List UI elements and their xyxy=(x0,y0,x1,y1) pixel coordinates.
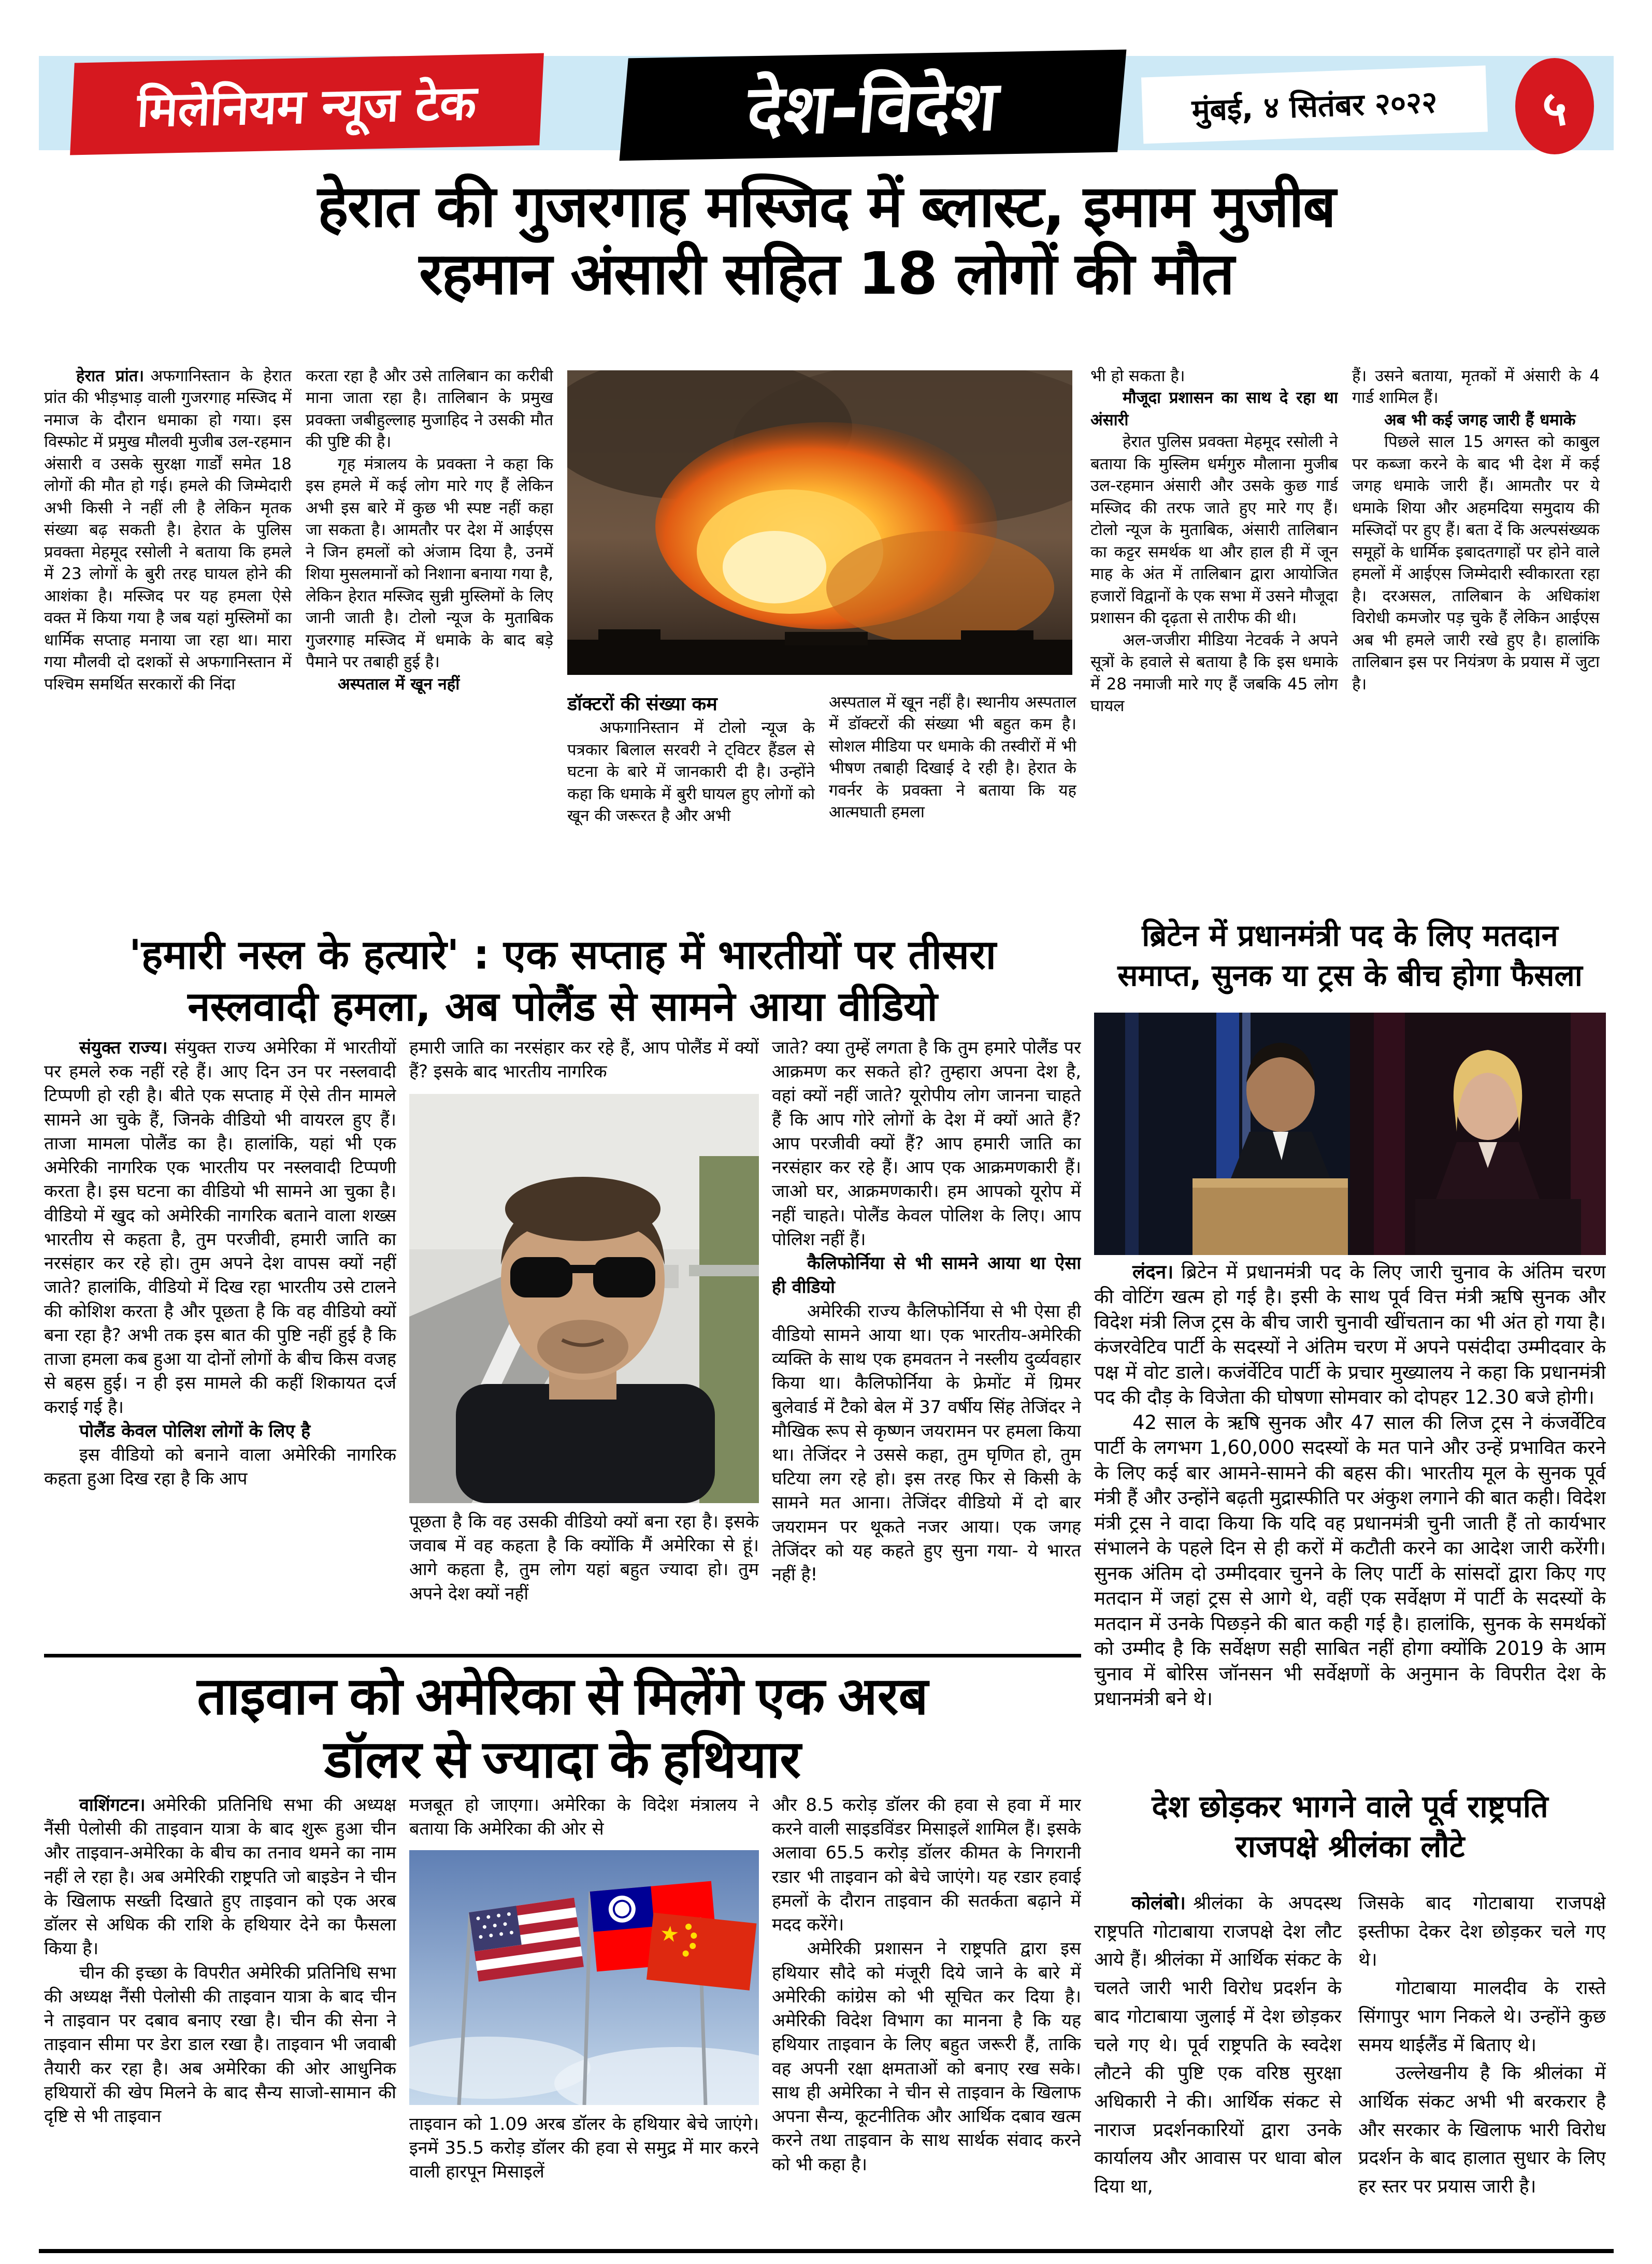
body-text: हेरात पुलिस प्रवक्ता मेहमूद रसोली ने बताया कि मुस्लिम धर्मगुरु मौलाना मुजीब उल-रहमान अंसारी और उसके कुछ गार्ड मस्जिद की तरफ जाते हुए मारे गए हैं। टोलो न्यूज के मुताबिक, अंसारी तालिबान का कट्टर समर्थक था और हाल ही में जून माह के अंत में तालिबान द्वारा आयोजित हजारों विद्वानों के एक सभा में उसने मौजूदा प्रशासन की दृढ़ता से तारीफ की थी। xyxy=(1090,432,1338,628)
body-text: हमारी जाति का नरसंहार कर रहे हैं, आप पोलैंड में क्यों हैं? इसके बाद भारतीय नागरिक xyxy=(409,1037,759,1083)
herat-headline xyxy=(44,174,1608,308)
racism-col1-para xyxy=(44,1036,396,1419)
subhead-blood: अस्पताल में खून नहीं xyxy=(338,674,460,694)
subhead-doctors: डॉक्टरों की संख्या कम xyxy=(567,694,717,715)
flags-photo xyxy=(409,1850,759,2105)
body-text: अमेरिकी प्रतिनिधि सभा की अध्यक्ष नैंसी पेलोसी की ताइवान यात्रा के बाद शुरू हुआ चीन और ताइवान-अमेरिका के बीच का तनाव थमने का नाम नहीं ले रहा है। अब अमेरिकी राष्ट्रपति जो बाइडेन ने चीन के खिलाफ सख्ती दिखाते हुए ताइवान को एक अरब डॉलर से अधिक की राशि के हथियार देने का फैसला किया है। xyxy=(44,1795,396,1959)
body-text: पिछले साल 15 अगस्त को काबुल पर कब्जा करने के बाद भी देश में कई जगह धमाके जारी हैं। आमतौर पर ये धमाके शिया और अहमदिया समुदाय की मस्जिदों पर हुए हैं। बता दें कि अल्पसंख्यक समूहों के धार्मिक इबादतगाहों पर होने वाले हमलों में आईएस जिम्मेदारी स्वीकारता रहा है। दरअसल, तालिबान के अधिकांश विरोधी कमजोर पड़ चुके हैं लेकिन आईएस अब भी हमले जारी रखे हुए है। हालांकि तालिबान इस पर नियंत्रण के प्रयास में जुटा है। xyxy=(1352,432,1600,694)
srilanka-headline xyxy=(1094,1787,1606,1866)
bottom-rule xyxy=(39,2249,1614,2253)
herat-col2 xyxy=(306,365,553,906)
body-text: और 8.5 करोड़ डॉलर की हवा से हवा में मार करने वाली साइडविंडर मिसाइलें शामिल हैं। इसके अलावा 65.5 करोड़ डॉलर कीमत के निगरानी रडार भी ताइवान को बेचे जाएंगे। यह रडार हवाई हमलों के दौरान ताइवान की सतर्कता बढ़ाने में मदद करेंगे। xyxy=(772,1795,1081,1936)
body-text: हैं। उसने बताया, मृतकों में अंसारी के 4 गार्ड शामिल हैं। xyxy=(1352,367,1600,408)
body-text: अमेरिकी प्रशासन ने राष्ट्रपति द्वारा इस हथियार सौदे को मंजूरी दिये जाने के बारे में अमेरिकी कांग्रेस को भी सूचित कर दिया है। अमेरिकी विदेश विभाग का मानना है कि यह हथियार ताइवान के लिए बहुत जरूरी हैं, ताकि वह अपनी रक्षा क्षमताओं को बनाए रख सके। साथ ही अमेरिका ने चीन से ताइवान के खिलाफ अपना सैन्य, कूटनीतिक और आर्थिक दबाव खत्म करने तथा ताइवान के साथ सार्थक संवाद करने को भी कहा है। xyxy=(772,1938,1081,2175)
date-box xyxy=(1141,65,1488,143)
explosion-photo xyxy=(567,370,1072,675)
taiwan-col1-para xyxy=(44,1793,396,1961)
body-text: गोटाबाया मालदीव के रास्ते सिंगापुर भाग निकले थे। उन्होंने कुछ समय थाईलैंड में बिताए थे। xyxy=(1358,1978,1606,2056)
section-title: देश-विदेश xyxy=(744,66,1001,151)
uk-headline xyxy=(1094,916,1606,995)
body-text: भी हो सकता है। xyxy=(1090,367,1185,385)
body-text: संयुक्त राज्य अमेरिका में भारतीयों पर हमले रुक नहीं रहे हैं। आए दिन उन पर नस्लवादी टिप्पणी हो रही है। बीते एक सप्ताह में ऐसे तीन मामले सामने आ चुके हैं, जिनके वीडियो भी वायरल हुए हैं। ताजा मामला पोलैंड का है। हालांकि, यहां भी एक अमेरिकी नागरिक एक भारतीय पर नस्लवादी टिप्पणी करता है। इस घटना का वीडियो भी सामने आ चुका है। वीडियो में खुद को अमेरिकी नागरिक बताने वाला शख्स भारतीय से कहता है, तुम परजीवी, हमारी जाति का नरसंहार कर रहे हो। तुम अपने देश वापस क्यों नहीं जाते? हालांकि, वीडियो में दिख रहा भारतीय उसे टालने की कोशिश करता है और पूछता है कि वह वीडियो क्यों बना रहा है? अभी तक इस बात की पुष्टि नहीं हुई है कि ताजा हमला कब हुआ या दोनों लोगों के बीच किस वजह से बहस हुई। न ही इस मामले की कहीं शिकायत दर्ज कराई गई है। xyxy=(44,1037,396,1418)
srilanka-headline-line1: देश छोड़कर भागने वाले पूर्व राष्ट्रपति xyxy=(1152,1789,1548,1824)
page-number-badge xyxy=(1515,58,1594,154)
dateline: कोलंबो। xyxy=(1131,1893,1186,1914)
herat-headline-line2: रहमान अंसारी सहित 18 लोगों की मौत xyxy=(419,240,1234,308)
body-text: उल्लेखनीय है कि श्रीलंका में आर्थिक संकट अभी भी बरकरार है और सरकार के खिलाफ भारी विरोध प्रदर्शन के बाद हालात सुधार के लिए हर स्तर पर प्रयास जारी है। xyxy=(1358,2063,1606,2198)
body-text: अमेरिकी राज्य कैलिफोर्निया से भी ऐसा ही वीडियो सामने आया था। एक भारतीय-अमेरिकी व्यक्ति के साथ एक हमवतन ने नस्लीय दुर्व्यवहार किया था। कैलिफोर्निया के फ्रेमोंट में ग्रिमर बुलेवार्ड में टैको बेल में 37 वर्षीय सिंह तेजिंदर ने मौखिक रूप से कृष्णन जयरामन पर हमला किया था। तेजिंदर ने उससे कहा, तुम घृणित हो, तुम घटिया लग रहे हो। इस तरह फिर से किसी के सामने मत आना। तेजिंदर वीडियो में दो बार जयरामन पर थूकते नजर आया। एक जगह तेजिंदर को यह कहते हुए सुना गया- ये भारत नहीं है! xyxy=(772,1301,1081,1585)
srilanka-colA-para xyxy=(1094,1890,1342,2201)
body-text: करता रहा है और उसे तालिबान का करीबी माना जाता रहा है। तालिबान के प्रमुख प्रवक्ता जबीहुल्लाह मुजाहिद ने उसकी मौत की पुष्टि की है। xyxy=(306,367,553,452)
herat-col4 xyxy=(829,691,1076,905)
dateline: हेरात प्रांत। xyxy=(76,367,145,385)
taiwan-col1 xyxy=(44,1793,396,2243)
uk-body xyxy=(1094,1260,1606,1778)
body-text: ताइवान को 1.09 अरब डॉलर के हथियार बेचे जाएंगे। इनमें 35.5 करोड़ डॉलर की हवा से समुद्र में मार करने वाली हारपून मिसाइलें xyxy=(409,2114,759,2183)
herat-col3 xyxy=(567,691,815,905)
uk-para2: 42 साल के ऋषि सुनक और 47 साल की लिज ट्रस ने कंजर्वेटिव पार्टी के लगभग 1,60,000 सदस्यों के मत पाने और उन्हें प्रभावित करने के लिए कई बार आमने-सामने की बहस की। भारतीय मूल के सुनक पूर्व मंत्री हैं और उन्होंने बढ़ती मुद्रास्फीति पर अंकुश लगाने की बात कही। विदेश मंत्री ट्रस ने वादा किया कि यदि वह प्रधानमंत्री चुनी जाती हैं तो कार्यभार संभालने के पहले दिन से ही करों में कटौती करने का आदेश जारी करेंगी। सुनक अंतिम दो उम्मीदवार चुनने के लिए पार्टी के सांसदों द्वारा किए गए मतदान में जहां ट्रस से आगे थे, वहीं एक सर्वेक्षण में पार्टी के सदस्यों के मतदान में उनके पिछड़ने की बात कही गई है। हालांकि, सुनक के समर्थकों को उम्मीद है कि सर्वेक्षण सही साबित नहीं होगा क्योंकि 2019 के आम चुनाव में बोरिस जॉनसन भी सर्वेक्षणों के अनुमान के विपरीत देश के प्रधानमंत्री बने थे। xyxy=(1094,1411,1606,1710)
herat-col6 xyxy=(1352,365,1600,906)
body-text: ब्रिटेन में प्रधानमंत्री पद के लिए जारी चुनाव के अंतिम चरण की वोटिंग खत्म हो गई है। इसी के साथ पूर्व वित्त मंत्री ऋषि सुनक और विदेश मंत्री लिज ट्रस के बीच जारी चुनावी खींचतान का भी अंत हो गया है। कंजरवेटिव पार्टी के सदस्यों ने अंतिम चरण में अपने पसंदीदा उम्मीदवार के पक्ष में वोट डाले। कजंर्वेटिव पार्टी के प्रचार मुख्यालय ने कहा कि प्रधानमंत्री पद की दौड़ के विजेता की घोषणा सोमवार को दोपहर 12.30 बजे होगी। xyxy=(1094,1261,1606,1409)
taiwan-col3 xyxy=(772,1793,1081,2243)
srilanka-colB xyxy=(1358,1890,1606,2244)
masthead-title: मिलेनियम न्यूज टेक xyxy=(136,75,478,138)
racism-headline-line2: नस्लवादी हमला, अब पोलैंड से सामने आया वीडियो xyxy=(188,983,938,1030)
racism-col3 xyxy=(772,1036,1081,1650)
body-text: गृह मंत्रालय के प्रवक्ता ने कहा कि इस हमले में कई लोग मारे गए हैं लेकिन अभी इस बारे में कुछ भी स्पष्ट नहीं कहा जा सकता है। आमतौर पर देश में आईएस ने जिन हमलों को अंजाम दिया है, उनमें शिया मुसलमानों को निशाना बनाया गया है, लेकिन हेरात मस्जिद सुन्नी मुस्लिमों के लिए जानी जाती है। टोलो न्यूज के मुताबिक गुजरगाह मस्जिद में धमाके के बाद बड़े पैमाने पर तबाही हुई है। xyxy=(306,454,553,672)
uk-para1 xyxy=(1094,1260,1606,1410)
dateline: लंदन। xyxy=(1132,1261,1174,1283)
subhead-admin: मौजूदा प्रशासन का साथ दे रहा था अंसारी xyxy=(1090,388,1338,429)
racism-col1 xyxy=(44,1036,396,1650)
body-text: अल-जजीरा मीडिया नेटवर्क ने अपने सूत्रों के हवाले से बताया है कि इस धमाके में 28 नमाजी मारे गए हैं जबकि 45 लोग घायल xyxy=(1090,630,1338,716)
taiwan-headline-line1: ताइवान को अमेरिका से मिलेंगे एक अरब xyxy=(197,1668,928,1725)
srilanka-colA xyxy=(1094,1890,1342,2244)
taiwan-headline-line2: डॉलर से ज्यादा के हथियार xyxy=(324,1731,801,1789)
racism-col2-bottom xyxy=(409,1510,759,1650)
uk-headline-line2: समाप्त, सुनक या ट्रस के बीच होगा फैसला xyxy=(1117,957,1583,993)
body-text: मजबूत हो जाएगा। अमेरिका के विदेश मंत्रालय ने बताया कि अमेरिका की ओर से xyxy=(409,1795,759,1840)
masthead xyxy=(70,53,544,155)
body-text: अस्पताल में खून नहीं है। स्थानीय अस्पताल में डॉक्टरों की संख्या भी बहुत कम है। सोशल मीडिया पर धमाके की तस्वीरों में भी भीषण तबाही दिखाई दे रही है। हेरात के गवर्नर के प्रवक्ता ने बताया कि यह आत्मघाती हमला xyxy=(829,693,1076,822)
racism-col2-top xyxy=(409,1036,759,1090)
dateline: संयुक्त राज्य। xyxy=(79,1037,168,1058)
racist-video-photo xyxy=(409,1094,759,1503)
taiwan-headline xyxy=(44,1665,1081,1792)
date-place: मुंबई, ४ सितंबर २०२२ xyxy=(1191,84,1438,128)
srilanka-headline-line2: राजपक्षे श्रीलंका लौटे xyxy=(1235,1828,1465,1864)
uk-headline-line1: ब्रिटेन में प्रधानमंत्री पद के लिए मतदान xyxy=(1142,918,1558,953)
subhead-blasts: अब भी कई जगह जारी हैं धमाके xyxy=(1384,410,1576,429)
taiwan-col2-bottom xyxy=(409,2112,759,2243)
subhead-california: कैलिफोर्निया से भी सामने आया था ऐसा ही वीडियो xyxy=(772,1253,1081,1298)
body-text: इस वीडियो को बनाने वाला अमेरिकी नागरिक कहता हुआ दिख रहा है कि आप xyxy=(44,1444,396,1490)
subhead-poland: पोलैंड केवल पोलिश लोगों के लिए है xyxy=(79,1420,311,1441)
page-number: ५ xyxy=(1542,80,1567,136)
dateline: वाशिंगटन। xyxy=(79,1795,146,1815)
body-text: चीन की इच्छा के विपरीत अमेरिकी प्रतिनिधि सभा की अध्यक्ष नैंसी पेलोसी की ताइवान यात्रा के बाद चीन ने ताइवान पर दबाव बनाए रखा है। चीन की सेना ने ताइवान सीमा पर डेरा डाल रखा है। ताइवान भी जवाबी तैयारी कर रहा है। अब अमेरिका की ओर आधुनिक हथियारों की खेप मिलने के बाद सैन्य साजो-सामान की दृष्टि से भी ताइवान xyxy=(44,1962,396,2127)
body-text: पूछता है कि वह उसकी वीडियो क्यों बना रहा है। इसके जवाब में वह कहता है कि क्योंकि मैं अमेरिका से हूं। आगे कहता है, तुम लोग यहां बहुत ज्यादा हो। तुम अपने देश क्यों नहीं xyxy=(409,1511,759,1604)
section-banner xyxy=(620,50,1127,161)
racism-headline-line1: 'हमारी नस्ल के हत्यारे' : एक सप्ताह में भारतीयों पर तीसरा xyxy=(129,932,996,978)
body-text: जिसके बाद गोटाबाया राजपक्षे इस्तीफा देकर देश छोड़कर चले गए थे। xyxy=(1358,1893,1606,1971)
taiwan-col2-top xyxy=(409,1793,759,1848)
herat-col5 xyxy=(1090,365,1338,906)
herat-col1-para xyxy=(44,365,292,695)
sunak-truss-photo xyxy=(1094,1013,1606,1255)
body-text: जाते? क्या तुम्हें लगता है कि तुम हमारे पोलैंड पर आक्रमण कर सकते हो? तुम्हारा अपना देश है, वहां क्यों नहीं जाते? यूरोपीय लोग जानना चाहते हैं कि आप गोरे लोगों के देश में क्यों आते हैं? आप परजीवी क्यों हैं? आप हमारी जाति का नरसंहार कर रहे हैं। आप एक आक्रमणकारी हैं। जाओ घर, आक्रमणकारी। हम आपको यूरोप में नहीं चाहते। पोलैंड केवल पोलिश के लिए। आप पोलिश नहीं हैं। xyxy=(772,1037,1081,1250)
section-divider xyxy=(44,1654,1081,1657)
herat-headline-line1: हेरात की गुजरगाह मस्जिद में ब्लास्ट, इमाम मुजीब xyxy=(317,173,1335,240)
racism-headline xyxy=(44,930,1081,1033)
body-text: अफगानिस्तान के हेरात प्रांत की भीड़भाड़ वाली गुजरगाह मस्जिद में नमाज के दौरान धमाका हो गया। इस विस्फोट में प्रमुख मौलवी मुजीब उल-रहमान अंसारी व उसके सुरक्षा गार्डों समेत 18 लोगों की मौत हो गई। हमले की जिम्मेदारी अभी किसी ने नहीं ली है लेकिन मृतक संख्या बढ़ सकती है। हेरात के पुलिस प्रवक्ता मेहमूद रसोली ने बताया कि हमले में 23 लोगों के बुरी तरह घायल होने की आशंका है। मस्जिद पर यह हमला ऐसे वक्त में किया गया है जब यहां मुस्लिमों का धार्मिक सप्ताह मनाया जा रहा था। मारा गया मौलवी दो दशकों से अफगानिस्तान में पश्चिम समर्थित सरकारों की निंदा xyxy=(44,367,292,694)
body-text: अफगानिस्तान में टोलो न्यूज के पत्रकार बिलाल सरवरी ने ट्विटर हैंडल से घटना के बारे में जानकारी दी है। उन्होंने कहा कि धमाके में बुरी घायल हुए लोगों को खून की जरूरत है और अभी xyxy=(567,718,815,826)
body-text: श्रीलंका के अपदस्थ राष्ट्रपति गोटाबाया राजपक्षे देश लौट आये हैं। श्रीलंका में आर्थिक संकट के चलते जारी भारी विरोध प्रदर्शन के बाद गोटाबाया जुलाई में देश छोड़कर चले गए थे। पूर्व राष्ट्रपति के स्वदेश लौटने की पुष्टि एक वरिष्ठ सुरक्षा अधिकारी ने की। आर्थिक संकट से नाराज प्रदर्शनकारियों द्वारा उनके कार्यालय और आवास पर धावा बोल दिया था, xyxy=(1094,1893,1342,2198)
herat-col1 xyxy=(44,365,292,906)
